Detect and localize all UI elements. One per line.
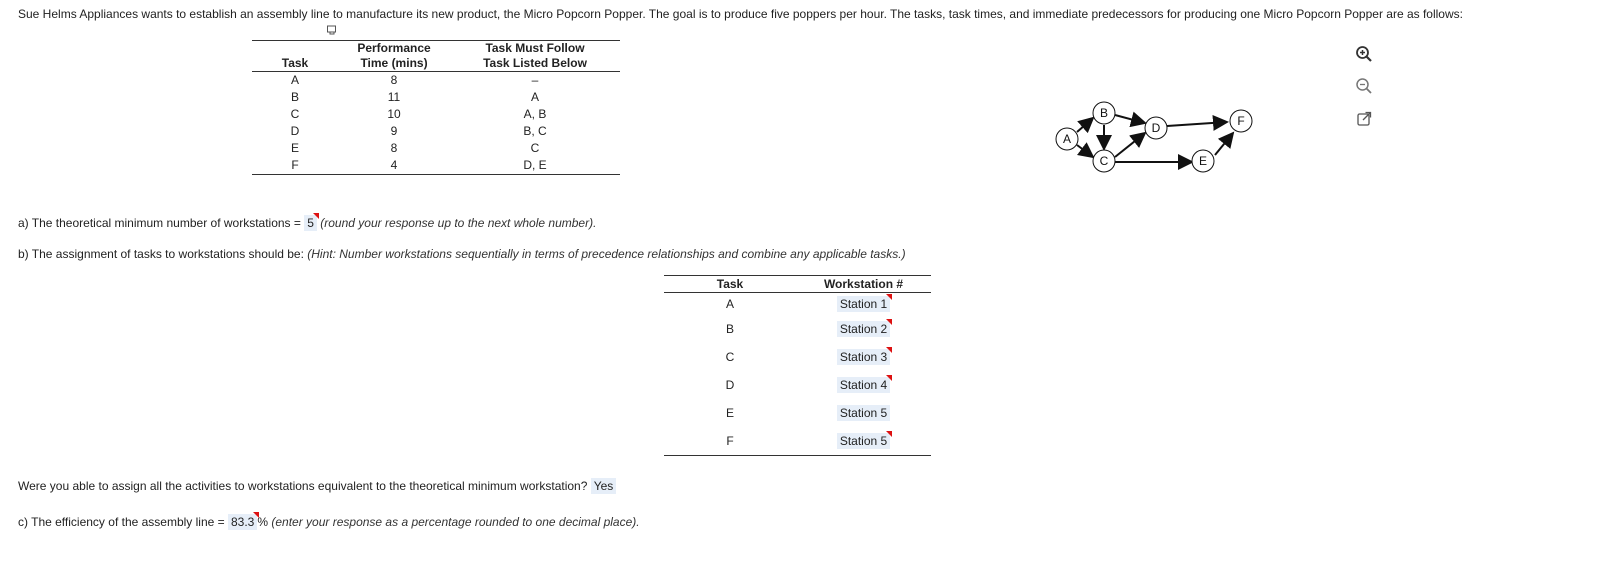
station-select[interactable]: Station 5 [837, 433, 890, 449]
node-label: A [1062, 132, 1072, 146]
efficiency-answer[interactable]: 83.3 [228, 514, 257, 530]
node-label: F [1237, 114, 1245, 128]
edge-d-f [1167, 122, 1227, 126]
zoom-out-icon[interactable] [1355, 77, 1373, 95]
workstation-header: Workstation # [796, 276, 931, 293]
table-row: B 11 A [290, 90, 539, 104]
node-label: D [1151, 121, 1161, 135]
node-label: E [1198, 154, 1208, 168]
time-header: Performance Time (mins) [338, 41, 450, 72]
station-select[interactable]: Station 1 [837, 296, 890, 312]
table-row: D Station 4 [664, 371, 931, 399]
predecessor-header: Task Must Follow Task Listed Below [450, 41, 620, 72]
table-row: A 8 – [290, 73, 539, 87]
station-select[interactable]: Station 5 [837, 405, 890, 421]
table-row: F 4 D, E [252, 157, 620, 175]
question-b: b) The assignment of tasks to workstations should be: (Hint: Number workstations sequentially in terms of precedence relationships and combine any applicable tasks.) [18, 247, 906, 261]
node-label: C [1099, 154, 1109, 168]
edge-b-d [1115, 115, 1145, 123]
assign-all-answer[interactable]: Yes [591, 478, 617, 494]
problem-statement: Sue Helms Appliances wants to establish an assembly line to manufacture its new product, the Micro Popcorn Popper. The goal is to produce five poppers per hour. The tasks, task times, and immediate predecessors for producing one Micro Popcorn Popper are as follows: [18, 7, 1463, 21]
edge-a-b [1077, 118, 1093, 132]
precedence-diagram [1045, 95, 1275, 185]
popout-icon[interactable] [1355, 110, 1373, 128]
table-row: F Station 5 [664, 427, 931, 456]
zoom-in-icon[interactable] [1355, 45, 1373, 63]
table-row: D 9 B, C [290, 124, 547, 138]
table-row: E Station 5 [664, 399, 931, 427]
question-a: a) The theoretical minimum number of workstations = 5 (round your response up to the next whole number). [18, 216, 597, 230]
question-assign-all: Were you able to assign all the activities to workstations equivalent to the theoretical minimum workstation? Yes [18, 478, 616, 494]
copy-icon[interactable] [326, 24, 338, 36]
table-row: C 10 A, B [290, 107, 547, 121]
question-c: c) The efficiency of the assembly line = 83.3 % (enter your response as a percentage rounded to one decimal place). [18, 515, 640, 529]
task-table [252, 40, 620, 175]
assignment-table [664, 275, 931, 456]
edge-c-d [1115, 133, 1145, 157]
workstations-answer[interactable]: 5 [304, 215, 317, 231]
edge-a-c [1077, 145, 1093, 157]
table-row: E 8 C [290, 141, 540, 155]
node-label: B [1099, 106, 1109, 120]
table-row: B Station 2 [664, 315, 931, 343]
task-header: Task [252, 41, 338, 72]
station-select[interactable]: Station 2 [837, 321, 890, 337]
station-select[interactable]: Station 4 [837, 377, 890, 393]
table-row: A Station 1 [664, 293, 931, 316]
edge-e-f [1215, 133, 1233, 155]
station-select[interactable]: Station 3 [837, 349, 890, 365]
assign-task-header: Task [664, 276, 796, 293]
table-row: C Station 3 [664, 343, 931, 371]
